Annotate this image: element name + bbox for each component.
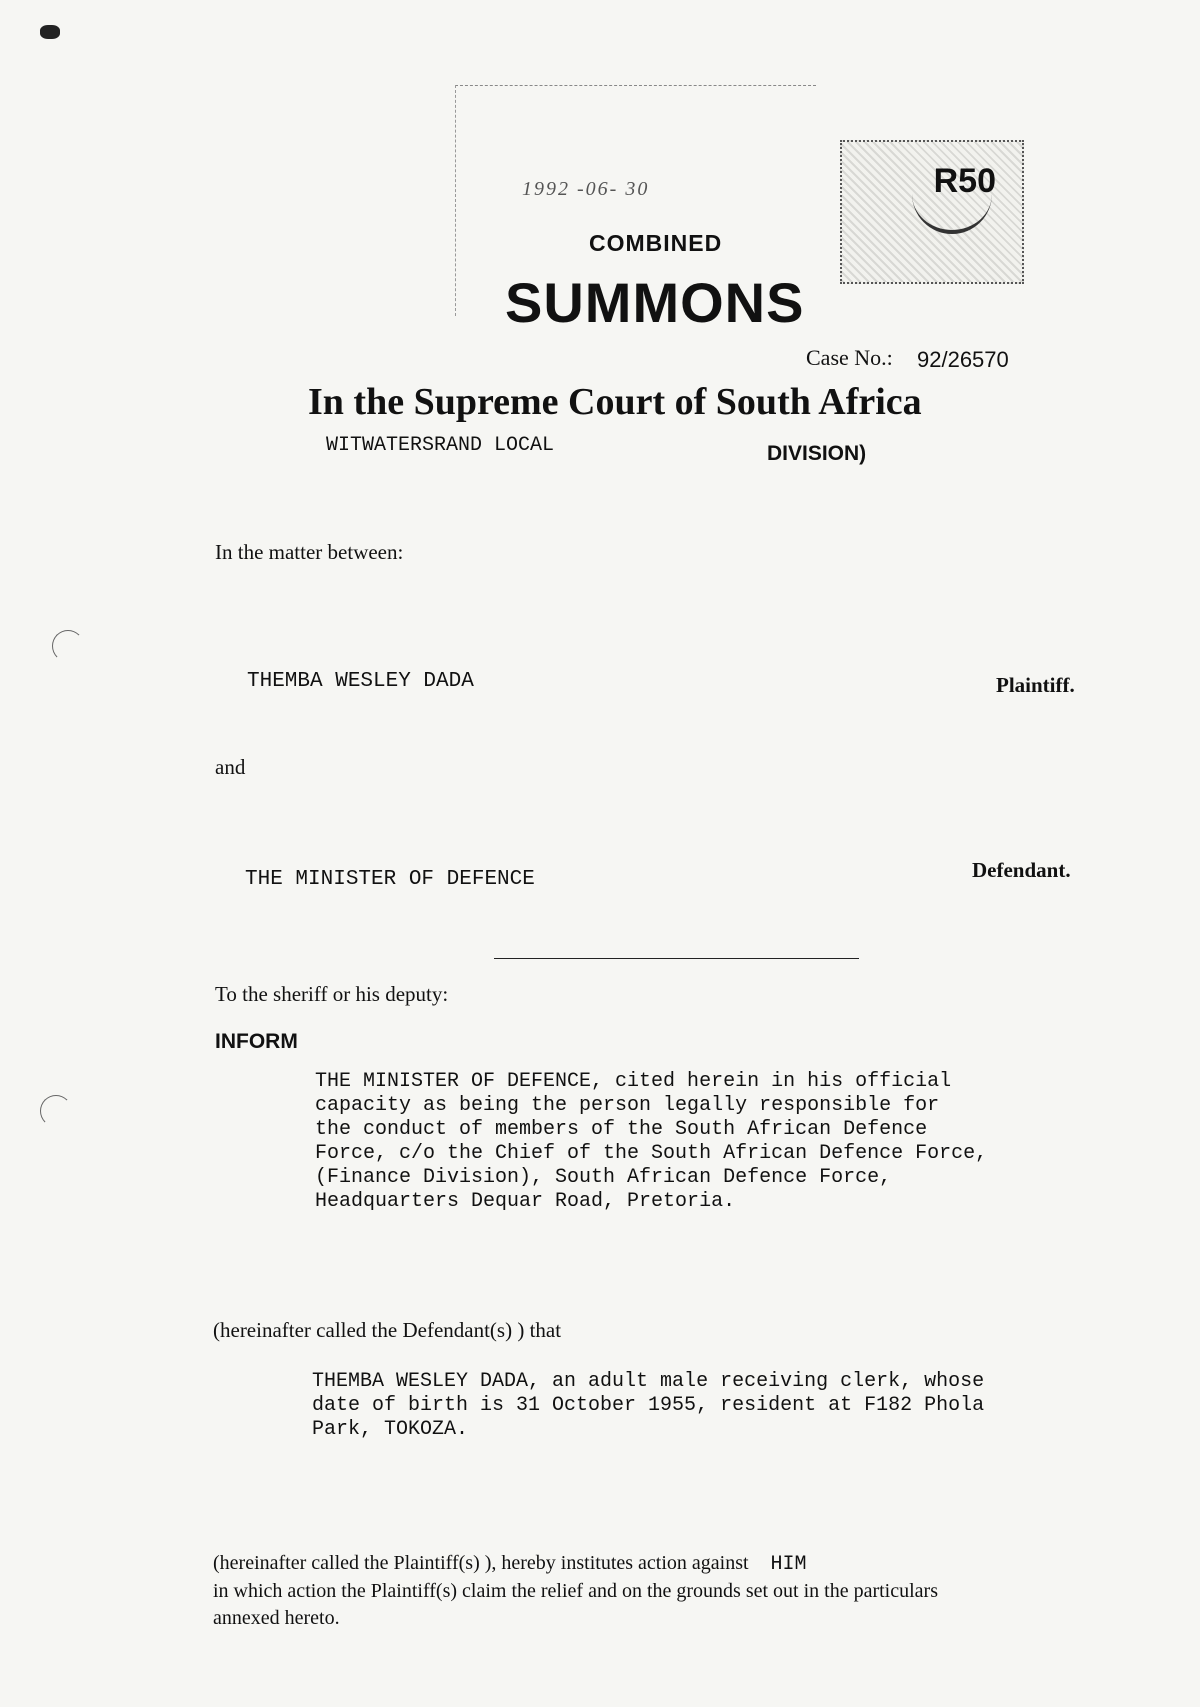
punch-hole-mark: [40, 1095, 72, 1127]
defendant-description: [315, 1070, 987, 1214]
combined-heading: COMBINED: [589, 230, 723, 256]
summons-heading: SUMMONS: [505, 271, 805, 334]
closing-line: in which action the Plaintiff(s) claim the relief and on the grounds set out in the particulars: [213, 1580, 938, 1602]
scan-artifact: [40, 25, 60, 39]
and-separator: and: [215, 755, 246, 779]
matter-intro: In the matter between:: [215, 540, 404, 564]
defendant-description-line: Headquarters Dequar Road, Pretoria.: [315, 1190, 736, 1213]
plaintiff-description-line: date of birth is 31 October 1955, resident at F182 Phola: [312, 1394, 985, 1417]
against-whom: HIM: [770, 1553, 807, 1576]
plaintiff-description: [312, 1370, 984, 1442]
defendant-description-line: (Finance Division), South African Defence Force,: [315, 1166, 892, 1189]
revenue-stamp: [840, 140, 1024, 284]
punch-hole-mark: [52, 630, 84, 662]
date-stamp: 1992 -06- 30: [522, 178, 650, 200]
division-label: DIVISION): [767, 442, 867, 465]
sheriff-address: To the sheriff or his deputy:: [215, 982, 449, 1006]
case-number-label: Case No.:: [806, 345, 893, 370]
revenue-stamp-value: R50: [933, 162, 996, 200]
divider-line: [494, 958, 859, 959]
hereinafter-plaintiff: (hereinafter called the Plaintiff(s) ), hereby institutes action against: [213, 1552, 749, 1574]
plaintiff-description-line: Park, TOKOZA.: [312, 1418, 469, 1441]
revenue-stamp-seal-icon: [912, 190, 992, 234]
division-name: WITWATERSRAND LOCAL: [326, 434, 555, 457]
defendant-role: Defendant.: [972, 858, 1071, 882]
defendant-name: THE MINISTER OF DEFENCE: [245, 868, 535, 891]
defendant-description-line: the conduct of members of the South African Defence: [315, 1118, 928, 1141]
plaintiff-role: Plaintiff.: [996, 673, 1075, 697]
defendant-description-line: Force, c/o the Chief of the South African Defence Force,: [315, 1142, 988, 1165]
plaintiff-description-line: THEMBA WESLEY DADA, an adult male receiving clerk, whose: [312, 1370, 985, 1393]
hereinafter-defendant: (hereinafter called the Defendant(s) ) that: [213, 1318, 562, 1342]
defendant-description-line: capacity as being the person legally responsible for: [315, 1094, 940, 1117]
closing-statement: [213, 1550, 938, 1632]
defendant-description-line: THE MINISTER OF DEFENCE, cited herein in his official: [315, 1070, 952, 1093]
closing-line: annexed hereto.: [213, 1607, 340, 1629]
plaintiff-name: THEMBA WESLEY DADA: [247, 670, 474, 693]
court-title: In the Supreme Court of South Africa: [308, 381, 922, 423]
inform-heading: INFORM: [215, 1030, 298, 1053]
case-number-value: 92/26570: [917, 347, 1009, 372]
